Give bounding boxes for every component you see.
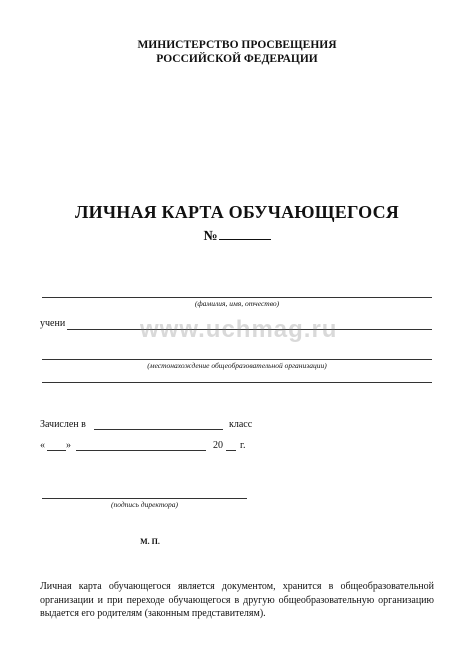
- date-day-field[interactable]: [47, 450, 66, 451]
- student-label: учени: [40, 318, 66, 329]
- footer-note: Личная карта обучающегося является документом, хранится в общеобразовательной организации и при переходе обучающегося в другую общеобразовательную организацию выдается его родителям (законным представителям).: [40, 581, 434, 619]
- document-title: ЛИЧНАЯ КАРТА ОБУЧАЮЩЕГОСЯ: [75, 202, 399, 222]
- school-location-field-2[interactable]: [42, 382, 432, 383]
- ministry-header: [0, 38, 474, 66]
- document-number: [0, 227, 474, 245]
- number-field[interactable]: [219, 227, 271, 240]
- number-label: №: [203, 229, 218, 244]
- date-open-quote: «: [40, 440, 45, 451]
- year-prefix: 20: [213, 440, 223, 451]
- school-location-caption: (местонахождение общеобразовательной организации): [147, 361, 327, 370]
- fio-caption: (фамилия, имя, отчество): [194, 299, 280, 308]
- enrolled-class-field[interactable]: [94, 429, 223, 430]
- stamp-label: М. П.: [140, 537, 160, 546]
- ministry-line-2: РОССИЙСКОЙ ФЕДЕРАЦИИ: [156, 53, 318, 65]
- fio-field[interactable]: [42, 297, 432, 298]
- date-close-quote: »: [66, 440, 71, 451]
- year-suffix: г.: [240, 440, 246, 451]
- date-month-field[interactable]: [76, 450, 206, 451]
- enrolled-label: Зачислен в: [40, 419, 86, 430]
- ministry-line-1: МИНИСТЕРСТВО ПРОСВЕЩЕНИЯ: [137, 39, 337, 51]
- date-year-field[interactable]: [226, 450, 236, 451]
- director-caption: (подпись директора): [110, 500, 178, 509]
- watermark: www.uchmag.ru: [140, 316, 338, 343]
- school-location-field[interactable]: [42, 359, 432, 360]
- director-signature-field[interactable]: [42, 498, 247, 499]
- class-label: класс: [229, 419, 253, 430]
